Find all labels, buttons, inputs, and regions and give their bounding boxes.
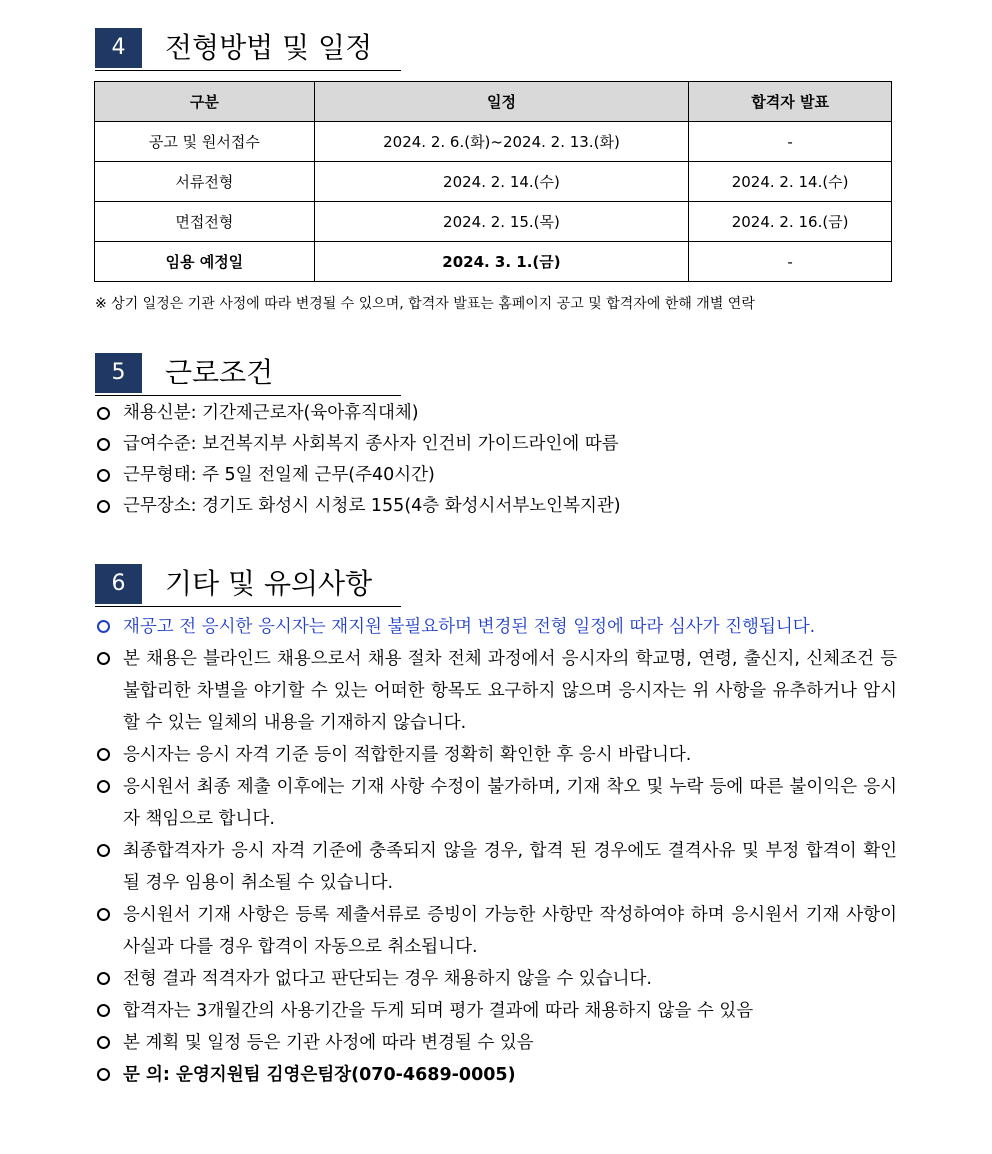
table-cell: 2024. 2. 6.(화)~2024. 2. 13.(화) (314, 122, 689, 162)
table-cell: - (689, 242, 892, 282)
table-row (95, 162, 892, 202)
circle-bullet-icon (97, 1036, 110, 1049)
column-header: 합격자 발표 (689, 82, 892, 122)
circle-bullet-icon (97, 469, 110, 482)
list-item: 최종합격자가 응시 자격 기준에 충족되지 않을 경우, 합격 된 경우에도 결격사유 및 부정 합격이 확인될 경우 임용이 취소될 수 있습니다. (97, 835, 897, 899)
column-header: 구분 (95, 82, 315, 122)
table-cell: - (689, 122, 892, 162)
table-cell: 2024. 2. 16.(금) (689, 202, 892, 242)
column-header: 일정 (314, 82, 689, 122)
list-item: 본 계획 및 일정 등은 기관 사정에 따라 변경될 수 있음 (97, 1027, 897, 1059)
section-title: 기타 및 유의사항 (165, 567, 373, 600)
circle-bullet-icon (97, 1004, 110, 1017)
table-cell: 2024. 2. 14.(수) (314, 162, 689, 202)
section-4-header (95, 28, 401, 71)
table-row (95, 122, 892, 162)
circle-bullet-icon (97, 620, 110, 633)
circle-bullet-icon (97, 972, 110, 985)
working-conditions-list (97, 398, 897, 522)
list-item: 재공고 전 응시한 응시자는 재지원 불필요하며 변경된 전형 일정에 따라 심사가 진행됩니다. (97, 611, 897, 643)
table-cell: 서류전형 (95, 162, 315, 202)
table-header-row (95, 82, 892, 122)
list-item: 근무장소: 경기도 화성시 시청로 155(4층 화성시서부노인복지관) (97, 491, 897, 522)
section-5-header (95, 353, 401, 396)
list-item: 응시자는 응시 자격 기준 등이 적합한지를 정확히 확인한 후 응시 바랍니다. (97, 739, 897, 771)
section-title: 근로조건 (165, 356, 274, 389)
table-cell: 임용 예정일 (95, 242, 315, 282)
table-row (95, 242, 892, 282)
schedule-note: ※ 상기 일정은 기관 사정에 따라 변경될 수 있으며, 합격자 발표는 홈페이지 공고 및 합격자에 한해 개별 연락 (95, 296, 755, 312)
list-item: 응시원서 최종 제출 이후에는 기재 사항 수정이 불가하며, 기재 착오 및 누락 등에 따른 불이익은 응시자 책임으로 합니다. (97, 771, 897, 835)
table-cell: 2024. 2. 15.(목) (314, 202, 689, 242)
list-item: 채용신분: 기간제근로자(육아휴직대체) (97, 398, 897, 429)
circle-bullet-icon (97, 748, 110, 761)
contact-item: 문 의: 운영지원팀 김영은팀장(070-4689-0005) (97, 1059, 897, 1091)
list-item: 급여수준: 보건복지부 사회복지 종사자 인건비 가이드라인에 따름 (97, 429, 897, 460)
circle-bullet-icon (97, 438, 110, 451)
circle-bullet-icon (97, 652, 110, 665)
list-item: 본 채용은 블라인드 채용으로서 채용 절차 전체 과정에서 응시자의 학교명, 연령, 출신지, 신체조건 등 불합리한 차별을 야기할 수 있는 어떠한 항목도 요구하지 않으며 응시자는 위 사항을 유추하거나 암시할 수 있는 일체의 내용을 기재하지 않습니다. (97, 643, 897, 739)
list-item: 전형 결과 적격자가 없다고 판단되는 경우 채용하지 않을 수 있습니다. (97, 963, 897, 995)
schedule-table (94, 81, 892, 282)
section-number-badge: 4 (95, 28, 142, 68)
circle-bullet-icon (97, 780, 110, 793)
circle-bullet-icon (97, 844, 110, 857)
section-number-badge: 5 (95, 353, 142, 393)
circle-bullet-icon (97, 500, 110, 513)
list-item: 근무형태: 주 5일 전일제 근무(주40시간) (97, 460, 897, 491)
table-cell: 면접전형 (95, 202, 315, 242)
notes-list (97, 611, 897, 1091)
table-row (95, 202, 892, 242)
section-title: 전형방법 및 일정 (165, 31, 373, 64)
table-cell: 공고 및 원서접수 (95, 122, 315, 162)
table-cell: 2024. 3. 1.(금) (314, 242, 689, 282)
section-6-header (95, 564, 401, 607)
circle-bullet-icon (97, 908, 110, 921)
circle-bullet-icon (97, 407, 110, 420)
list-item: 합격자는 3개월간의 사용기간을 두게 되며 평가 결과에 따라 채용하지 않을 수 있음 (97, 995, 897, 1027)
table-cell: 2024. 2. 14.(수) (689, 162, 892, 202)
circle-bullet-icon (97, 1068, 110, 1081)
section-number-badge: 6 (95, 564, 142, 604)
list-item: 응시원서 기재 사항은 등록 제출서류로 증빙이 가능한 사항만 작성하여야 하며 응시원서 기재 사항이 사실과 다를 경우 합격이 자동으로 취소됩니다. (97, 899, 897, 963)
